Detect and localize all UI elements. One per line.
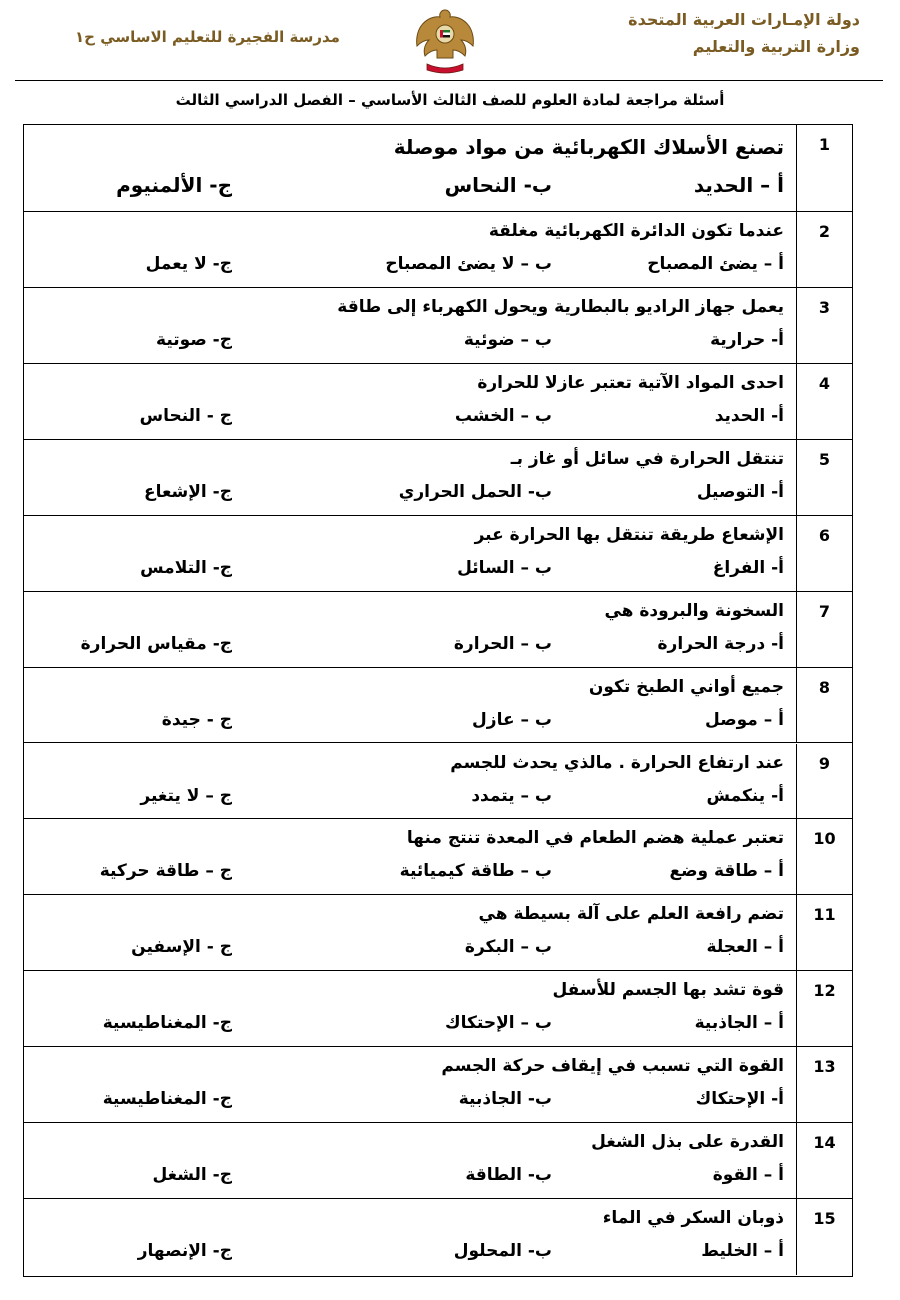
question-number: 5 bbox=[796, 440, 852, 515]
question-number: 6 bbox=[796, 516, 852, 591]
option-b: ب – طاقة كيميائية bbox=[399, 861, 552, 882]
option-b: ب- النحاس bbox=[444, 173, 552, 197]
option-a: أ – العجلة bbox=[706, 937, 784, 958]
question-row bbox=[24, 212, 852, 288]
question-number: 12 bbox=[796, 971, 852, 1046]
option-a: أ- التوصيل bbox=[696, 481, 784, 502]
option-c: ج - النحاس bbox=[139, 405, 232, 426]
option-c: ج – لا يتغير bbox=[140, 785, 232, 806]
option-a: أ- الإحتكاك bbox=[695, 1089, 784, 1110]
uae-emblem-icon bbox=[413, 4, 477, 76]
option-b: ب – الخشب bbox=[454, 405, 552, 426]
question-row bbox=[24, 125, 852, 212]
option-c: ج- صوتية bbox=[156, 329, 232, 350]
question-row bbox=[24, 744, 852, 820]
option-c: ج- المغناطيسية bbox=[102, 1089, 232, 1110]
question-row bbox=[24, 819, 852, 895]
question-text: تنتقل الحرارة في سائل أو غاز بـ bbox=[510, 448, 784, 469]
option-c: ج- الألمنيوم bbox=[116, 173, 232, 197]
option-a: أ- درجة الحرارة bbox=[657, 633, 784, 654]
question-row bbox=[24, 516, 852, 592]
question-text: تصنع الأسلاك الكهربائية من مواد موصلة bbox=[393, 135, 784, 159]
question-row bbox=[24, 440, 852, 516]
option-a: أ- ينكمش bbox=[706, 785, 784, 806]
option-c: ج- مقياس الحرارة bbox=[80, 633, 232, 654]
option-c: ج- الإنصهار bbox=[137, 1241, 232, 1262]
question-number: 4 bbox=[796, 364, 852, 439]
header-right-block bbox=[628, 6, 860, 60]
question-number: 9 bbox=[796, 744, 852, 819]
option-a: أ- الحديد bbox=[714, 405, 784, 426]
option-b: ب- الجاذبية bbox=[458, 1089, 552, 1110]
question-row bbox=[24, 288, 852, 364]
option-c: ج - جيدة bbox=[161, 709, 232, 730]
option-a: أ – موصل bbox=[705, 709, 784, 730]
page-title: أسئلة مراجعة لمادة العلوم للصف الثالث الأساسي – الفصل الدراسي الثالث bbox=[175, 91, 725, 109]
ministry-name: وزارة التربية والتعليم bbox=[692, 37, 860, 56]
question-number: 3 bbox=[796, 288, 852, 363]
question-number: 15 bbox=[796, 1199, 852, 1275]
question-text: تعتبر عملية هضم الطعام في المعدة تنتج منها bbox=[406, 828, 784, 849]
question-row bbox=[24, 592, 852, 668]
option-a: أ- حرارية bbox=[710, 329, 784, 350]
question-number: 1 bbox=[796, 125, 852, 211]
option-c: ج- الإشعاع bbox=[143, 481, 232, 502]
page-header bbox=[0, 0, 900, 84]
option-a: أ – يضئ المصباح bbox=[647, 254, 784, 274]
option-a: أ – الجاذبية bbox=[694, 1013, 784, 1034]
question-text: القدرة على بذل الشغل bbox=[591, 1132, 784, 1153]
option-a: أ – الحديد bbox=[693, 173, 784, 197]
header-divider bbox=[15, 80, 883, 81]
question-row bbox=[24, 1199, 852, 1275]
option-b: ب – لا يضئ المصباح bbox=[385, 254, 552, 274]
question-text: يعمل جهاز الراديو بالبطارية ويحول الكهرباء إلى طاقة bbox=[337, 296, 784, 317]
question-text: جميع أواني الطبخ تكون bbox=[588, 676, 784, 697]
question-number: 14 bbox=[796, 1123, 852, 1198]
option-b: ب – السائل bbox=[457, 557, 552, 578]
option-c: ج - الإسفين bbox=[131, 937, 232, 958]
question-row bbox=[24, 668, 852, 744]
option-a: أ – طاقة وضع bbox=[669, 861, 784, 882]
option-b: ب- المحلول bbox=[453, 1241, 552, 1262]
question-row bbox=[24, 971, 852, 1047]
question-text: احدى المواد الآتية تعتبر عازلا للحرارة bbox=[477, 372, 784, 393]
question-row bbox=[24, 895, 852, 971]
option-c: ج- لا يعمل bbox=[145, 254, 232, 274]
option-b: ب – يتمدد bbox=[471, 785, 552, 806]
question-number: 13 bbox=[796, 1047, 852, 1122]
questions-table bbox=[23, 124, 853, 1277]
question-text: عند ارتفاع الحرارة . مالذي يحدث للجسم bbox=[450, 752, 784, 773]
school-name: مدرسة الفجيرة للتعليم الاساسي ح١ bbox=[75, 28, 340, 46]
option-b: ب – ضوئية bbox=[463, 329, 552, 350]
question-text: عندما تكون الدائرة الكهربائية مغلقة bbox=[488, 221, 784, 241]
question-text: القوة التي تسبب في إيقاف حركة الجسم bbox=[441, 1056, 784, 1077]
option-a: أ- الفراغ bbox=[712, 557, 784, 578]
question-row bbox=[24, 364, 852, 440]
option-b: ب – الإحتكاك bbox=[445, 1013, 552, 1034]
question-number: 11 bbox=[796, 895, 852, 970]
question-text: ذوبان السكر في الماء bbox=[602, 1208, 784, 1229]
question-text: السخونة والبرودة هي bbox=[604, 600, 784, 621]
question-text: قوة تشد بها الجسم للأسفل bbox=[552, 980, 784, 1001]
option-b: ب – عازل bbox=[472, 709, 552, 730]
option-c: ج- المغناطيسية bbox=[102, 1013, 232, 1034]
question-text: تضم رافعة العلم على آلة بسيطة هي bbox=[478, 904, 784, 925]
question-number: 2 bbox=[796, 212, 852, 287]
option-a: أ – الخليط bbox=[701, 1241, 784, 1262]
question-number: 10 bbox=[796, 819, 852, 894]
question-number: 7 bbox=[796, 592, 852, 667]
option-c: ج – طاقة حركية bbox=[99, 861, 232, 882]
option-c: ج- الشغل bbox=[152, 1165, 232, 1186]
option-c: ج- التلامس bbox=[140, 557, 232, 578]
country-name: دولة الإمـارات العربية المتحدة bbox=[628, 10, 860, 29]
option-b: ب – الحرارة bbox=[453, 633, 552, 654]
option-a: أ – القوة bbox=[712, 1165, 784, 1186]
option-b: ب- الحمل الحراري bbox=[398, 481, 552, 502]
question-text: الإشعاع طريقة تنتقل بها الحرارة عبر bbox=[474, 524, 784, 545]
option-b: ب- الطاقة bbox=[465, 1165, 552, 1186]
option-b: ب – البكرة bbox=[464, 937, 552, 958]
question-number: 8 bbox=[796, 668, 852, 743]
question-row bbox=[24, 1047, 852, 1123]
question-row bbox=[24, 1123, 852, 1199]
